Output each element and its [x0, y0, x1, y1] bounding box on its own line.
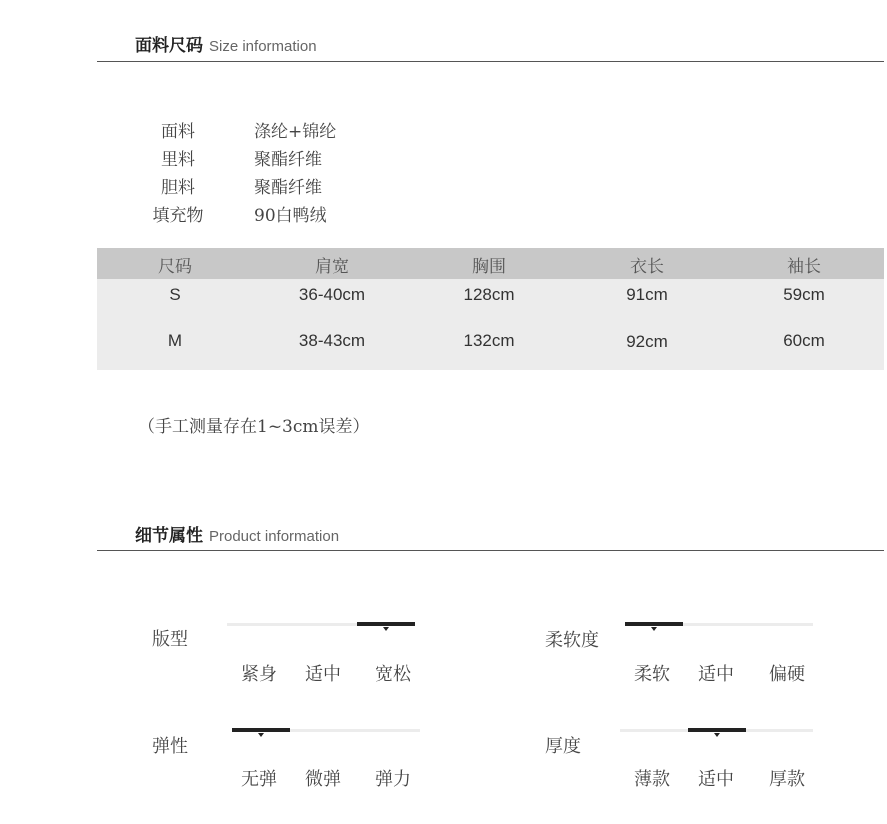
- size-table-header-cell: 衣长: [630, 257, 664, 277]
- attribute-option: 厚款: [769, 769, 805, 790]
- material-value: 聚酯纤维: [254, 178, 322, 198]
- attribute-scale-indicator: [232, 728, 290, 732]
- indicator-arrow-icon: [651, 627, 657, 631]
- attribute-option: 微弹: [305, 769, 341, 790]
- size-table-header-cell: 胸围: [472, 257, 506, 277]
- size-table: [97, 248, 884, 370]
- attribute-option: 无弹: [241, 769, 277, 790]
- attribute-label: 版型: [152, 629, 188, 650]
- attribute-label: 厚度: [545, 736, 581, 757]
- attribute-option: 柔软: [634, 664, 670, 685]
- product-section-title: 细节属性: [135, 526, 203, 546]
- indicator-arrow-icon: [714, 733, 720, 737]
- table-cell: 60cm: [783, 331, 825, 350]
- attribute-option: 偏硬: [769, 664, 805, 685]
- material-row: [148, 201, 327, 226]
- attribute-option: 适中: [698, 769, 734, 790]
- size-table-header-cell: 袖长: [787, 257, 821, 277]
- size-table-header-cell: 尺码: [158, 257, 192, 277]
- attribute-option: 弹力: [375, 769, 411, 790]
- size-section-subtitle: Size information: [209, 38, 317, 55]
- indicator-arrow-icon: [258, 733, 264, 737]
- material-value: 聚酯纤维: [254, 150, 322, 170]
- material-value: 90白鸭绒: [254, 206, 327, 226]
- material-key: 胆料: [161, 178, 195, 198]
- size-table-header-cell: 肩宽: [315, 257, 349, 277]
- table-cell: 91cm: [626, 285, 668, 304]
- attribute-scale-indicator: [625, 622, 683, 626]
- product-section-subtitle: Product information: [209, 528, 340, 545]
- table-cell: 38-43cm: [298, 331, 366, 350]
- attribute-option: 紧身: [241, 664, 277, 685]
- table-cell: M: [167, 331, 183, 350]
- material-row: [148, 145, 322, 170]
- attribute-scale-indicator: [357, 622, 415, 626]
- table-cell: 92cm: [626, 332, 668, 351]
- attribute-scale-track: [620, 729, 813, 732]
- product-section-header: [135, 521, 339, 546]
- measurement-note: （手工测量存在1~3cm误差）: [138, 417, 370, 437]
- attribute-option: 适中: [305, 664, 341, 685]
- material-key: 里料: [161, 150, 195, 170]
- table-cell: 36-40cm: [298, 285, 366, 304]
- attribute-scale-indicator: [688, 728, 746, 732]
- size-section-header: [135, 31, 317, 56]
- indicator-arrow-icon: [383, 627, 389, 631]
- table-cell: 59cm: [783, 285, 825, 304]
- size-section-title: 面料尺码: [135, 36, 203, 56]
- attribute-option: 适中: [698, 664, 734, 685]
- attribute-scale-track: [227, 623, 415, 626]
- attribute-scale-track: [232, 729, 420, 732]
- product-section-divider: [97, 550, 884, 551]
- attribute-scale-track: [625, 623, 813, 626]
- material-row: [148, 173, 322, 198]
- attribute-label: 弹性: [152, 736, 188, 757]
- size-section-divider: [97, 61, 884, 62]
- attribute-label: 柔软度: [545, 630, 599, 651]
- material-value: 涤纶+锦纶: [254, 122, 337, 142]
- table-cell: 128cm: [463, 285, 515, 304]
- table-cell: 132cm: [463, 331, 515, 350]
- table-cell: S: [169, 285, 181, 304]
- size-table-header: [97, 248, 884, 279]
- material-key: 填充物: [152, 206, 204, 226]
- attribute-option: 薄款: [634, 769, 670, 790]
- attribute-option: 宽松: [375, 664, 411, 685]
- material-key: 面料: [161, 122, 195, 142]
- material-row: [148, 117, 337, 142]
